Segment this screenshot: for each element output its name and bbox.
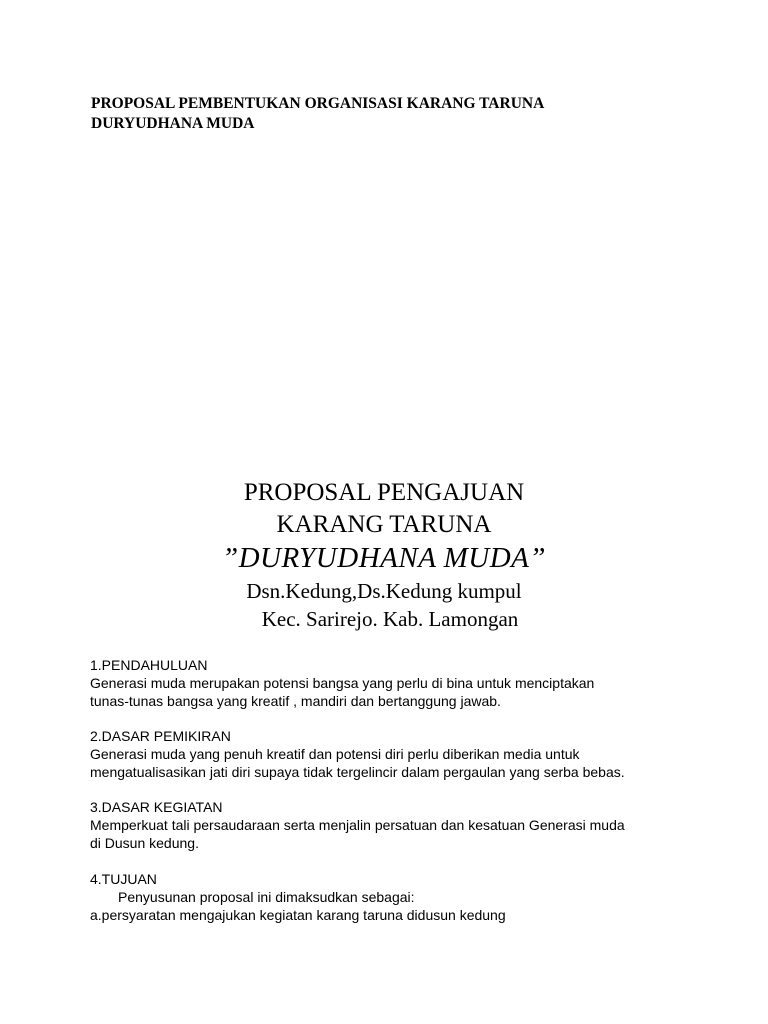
- title-block: [0, 477, 768, 633]
- section-text: Generasi muda yang penuh kreatif dan potensi diri perlu diberikan media untuk: [90, 746, 580, 762]
- section-heading: 2.DASAR PEMIKIRAN: [90, 728, 231, 744]
- section-dasar-kegiatan: [90, 798, 690, 852]
- section-text: Penyusunan proposal ini dimaksudkan sebagai:: [118, 889, 415, 905]
- section-heading: 1.PENDAHULUAN: [90, 657, 208, 673]
- section-pendahuluan: [90, 656, 690, 710]
- title-line-district: Kec. Sarirejo. Kab. Lamongan: [261, 607, 519, 631]
- section-text: tunas-tunas bangsa yang kreatif , mandiri dan bertanggung jawab.: [90, 693, 501, 709]
- section-text: a.persyaratan mengajukan kegiatan karang taruna didusun kedung: [90, 907, 506, 923]
- section-tujuan: [90, 870, 690, 924]
- section-text: mengatualisasikan jati diri supaya tidak tergelincir dalam pergaulan yang serba bebas.: [90, 764, 625, 780]
- document-heading-line-1: PROPOSAL PEMBENTUKAN ORGANISASI KARANG TARUNA: [91, 95, 545, 112]
- title-line-address: Dsn.Kedung,Ds.Kedung kumpul: [246, 579, 522, 603]
- title-line-organization-name: ”DURYUDHANA MUDA”: [221, 542, 547, 574]
- section-dasar-pemikiran: [90, 727, 690, 781]
- title-line-karang-taruna: KARANG TARUNA: [276, 511, 492, 538]
- section-heading: 3.DASAR KEGIATAN: [90, 799, 223, 815]
- document-heading-line-2: DURYUDHANA MUDA: [91, 115, 255, 132]
- document-heading: [91, 94, 691, 134]
- title-line-proposal: PROPOSAL PENGAJUAN: [243, 479, 525, 506]
- section-text: di Dusun kedung.: [90, 835, 199, 851]
- section-heading: 4.TUJUAN: [90, 871, 157, 887]
- section-text: Memperkuat tali persaudaraan serta menjalin persatuan dan kesatuan Generasi muda: [90, 817, 625, 833]
- section-text: Generasi muda merupakan potensi bangsa yang perlu di bina untuk menciptakan: [90, 675, 595, 691]
